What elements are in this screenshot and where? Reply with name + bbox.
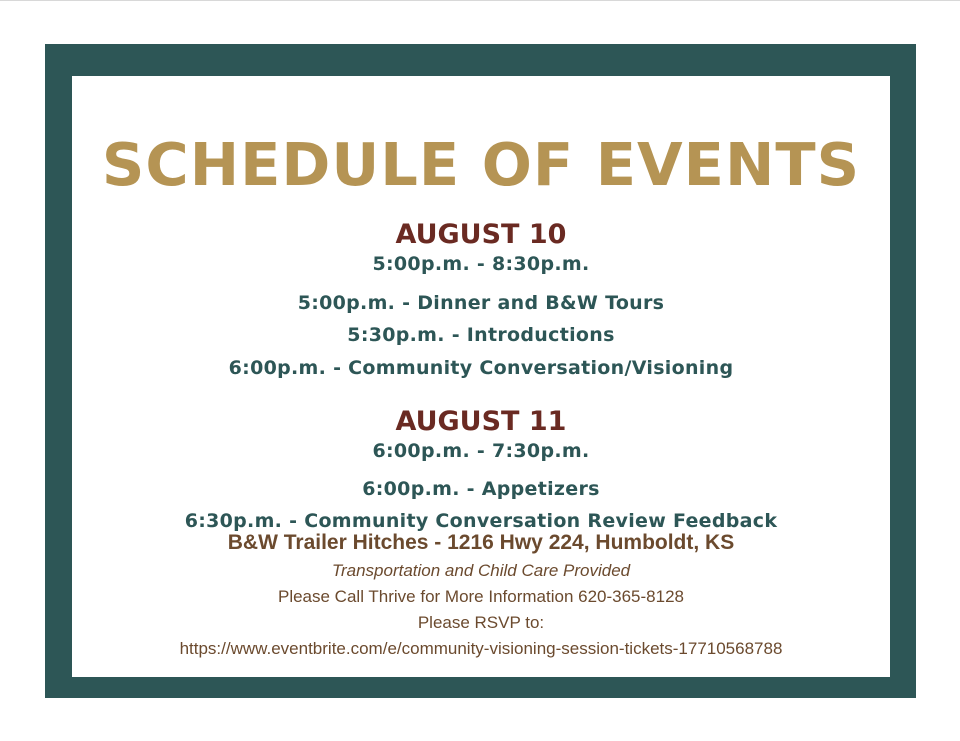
venue-address: B&W Trailer Hitches - 1216 Hwy 224, Humboldt, KS: [227, 531, 735, 554]
top-divider: [0, 0, 960, 1]
flyer-card: [72, 76, 890, 677]
day-heading-august-11: AUGUST 11: [395, 406, 567, 437]
schedule-item: 5:30p.m. - Introductions: [347, 324, 615, 346]
schedule-item: 6:00p.m. - Appetizers: [362, 478, 600, 500]
page-title: SCHEDULE OF EVENTS: [101, 130, 861, 199]
schedule-item: 6:30p.m. - Community Conversation Review Feedback: [184, 510, 778, 532]
day-time-range-august-10: 5:00p.m. - 8:30p.m.: [372, 253, 590, 275]
services-note: Transportation and Child Care Provided: [331, 561, 631, 580]
day-heading-august-10: AUGUST 10: [395, 219, 567, 250]
rsvp-link[interactable]: https://www.eventbrite.com/e/community-visioning-session-tickets-17710568788: [179, 639, 783, 658]
flyer-frame: [45, 44, 916, 698]
contact-info: Please Call Thrive for More Information 620-365-8128: [277, 587, 684, 606]
rsvp-label: Please RSVP to:: [417, 613, 545, 632]
day-time-range-august-11: 6:00p.m. - 7:30p.m.: [372, 440, 590, 462]
schedule-item: 6:00p.m. - Community Conversation/Visioning: [228, 357, 734, 379]
schedule-item: 5:00p.m. - Dinner and B&W Tours: [297, 292, 665, 314]
